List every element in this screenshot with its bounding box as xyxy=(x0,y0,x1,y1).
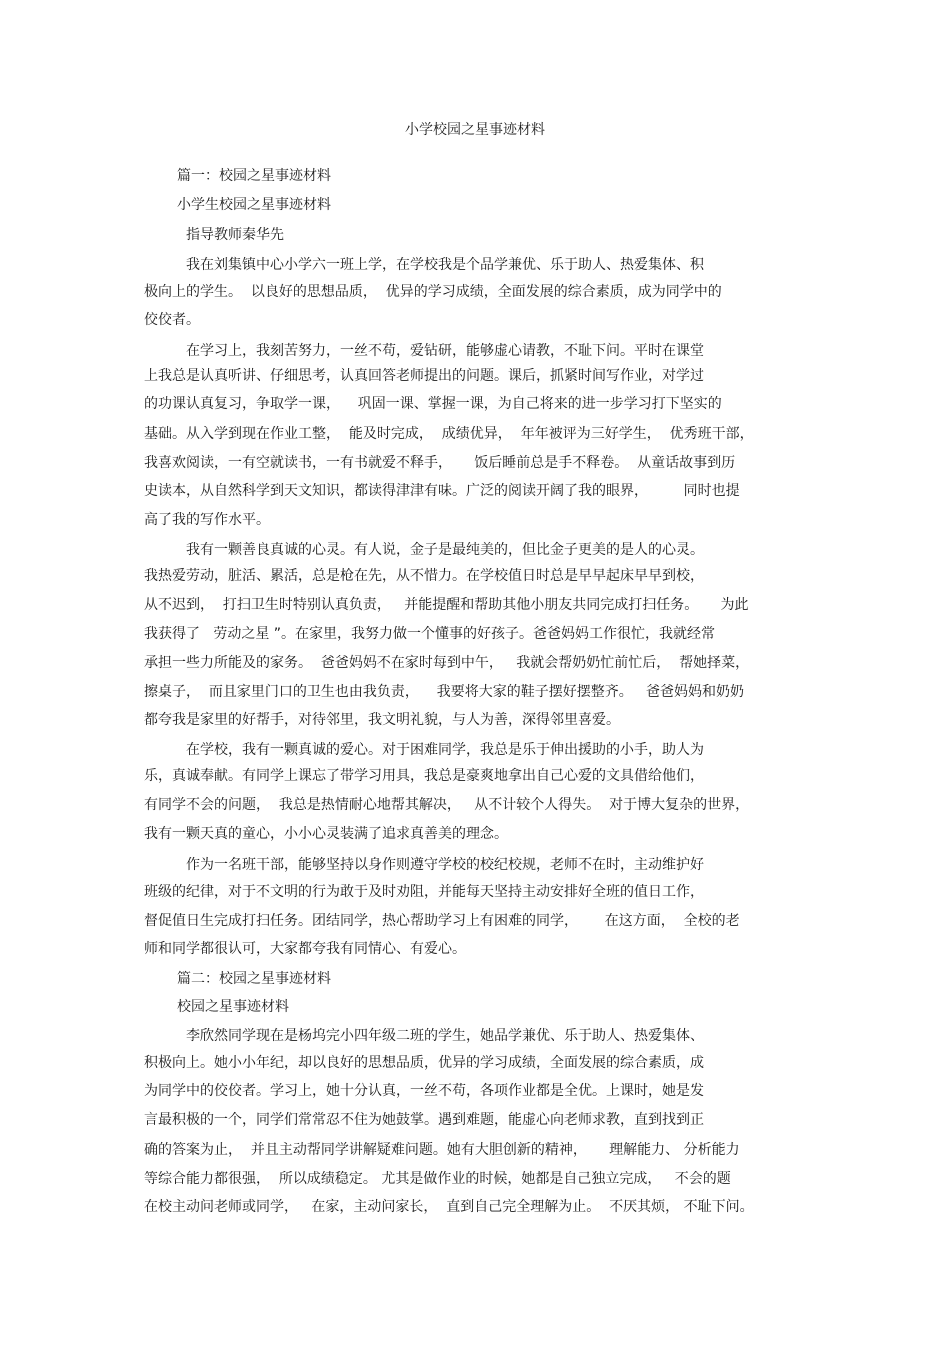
paragraph-line: 我有一颗天真的童心，小小心灵装满了追求真善美的理念。 xyxy=(144,826,508,842)
paragraph-line: 的功课认真复习，争取学一课， 巩固一课、掌握一课，为自己将来的进一步学习打下坚实的 xyxy=(144,396,722,412)
paragraph-line: 从不迟到， 打扫卫生时特别认真负责， 并能提醒和帮助其他小朋友共同完成打扫任务。 为此 xyxy=(144,597,749,613)
paragraph-line: 擦桌子， 而且家里门口的卫生也由我负责， 我要将大家的鞋子摆好摆整齐。 爸爸妈妈和奶奶 xyxy=(144,684,745,700)
paragraph-line: 为同学中的佼佼者。学习上，她十分认真，一丝不苟，各项作业都是全优。上课时，她是发 xyxy=(144,1083,704,1099)
paragraph-line: 李欣然同学现在是杨坞完小四年级二班的学生，她品学兼优、乐于助人、热爱集体、 xyxy=(186,1028,704,1044)
paragraph-line: 我喜欢阅读，一有空就读书，一有书就爱不释手， 饭后睡前总是手不释卷。 从童话故事到历 xyxy=(144,455,736,471)
paragraph-line: 班级的纪律，对于不文明的行为敢于及时劝阻，并能每天坚持主动安排好全班的值日工作， xyxy=(144,884,704,900)
paragraph-line: 师和同学都很认可，大家都夸我有同情心、有爱心。 xyxy=(144,941,466,957)
paragraph-line: 佼佼者。 xyxy=(144,312,200,328)
section-heading: 篇一：校园之星事迹材料 xyxy=(177,168,331,184)
paragraph-line: 上我总是认真听讲、仔细思考，认真回答老师提出的问题。课后，抓紧时间写作业，对学过 xyxy=(144,368,704,384)
paragraph-line: 承担一些力所能及的家务。 爸爸妈妈不在家时每到中午， 我就会帮奶奶忙前忙后， 帮她择菜， xyxy=(144,655,750,671)
paragraph-line: 我获得了 劳动之星 ”。在家里，我努力做一个懂事的好孩子。爸爸妈妈工作很忙，我就经常 xyxy=(144,626,716,642)
paragraph-line: 史读本，从自然科学到天文知识，都读得津津有味。广泛的阅读开阔了我的眼界， 同时也提 xyxy=(144,483,740,499)
paragraph-line: 确的答案为止， 并且主动帮同学讲解疑难问题。她有大胆创新的精神， 理解能力、 分析能力 xyxy=(144,1142,740,1158)
paragraph-line: 都夸我是家里的好帮手，对待邻里，我文明礼貌，与人为善，深得邻里喜爱。 xyxy=(144,712,620,728)
paragraph-line: 极向上的学生。 以良好的思想品质， 优异的学习成绩，全面发展的综合素质，成为同学中的 xyxy=(144,284,722,300)
paragraph-line: 在学校，我有一颗真诚的爱心。对于困难同学，我总是乐于伸出援助的小手，助人为 xyxy=(186,742,704,758)
paragraph-line: 我在刘集镇中心小学六一班上学，在学校我是个品学兼优、乐于助人、热爱集体、积 xyxy=(186,257,704,273)
paragraph-line: 等综合能力都很强， 所以成绩稳定。 尤其是做作业的时候，她都是自己独立完成， 不会的题 xyxy=(144,1171,731,1187)
paragraph-line: 督促值日生完成打扫任务。团结同学，热心帮助学习上有困难的同学， 在这方面， 全校的老 xyxy=(144,913,740,929)
paragraph-line: 有同学不会的问题， 我总是热情耐心地帮其解决， 从不计较个人得失。 对于博大复杂的世界， xyxy=(144,797,750,813)
paragraph-line: 我热爱劳动，脏活、累活，总是枪在先，从不惜力。在学校值日时总是早早起床早早到校， xyxy=(144,568,704,584)
paragraph-line: 我有一颗善良真诚的心灵。有人说，金子是最纯美的，但比金子更美的是人的心灵。 xyxy=(186,542,704,558)
subheading: 校园之星事迹材料 xyxy=(177,999,289,1015)
section-heading: 篇二：校园之星事迹材料 xyxy=(177,971,331,987)
paragraph-line: 乐，真诚奉献。有同学上课忘了带学习用具，我总是豪爽地拿出自己心爱的文具借给他们， xyxy=(144,768,704,784)
paragraph-line: 在学习上，我刻苦努力，一丝不苟，爱钻研，能够虚心请教，不耻下问。平时在课堂 xyxy=(186,343,704,359)
paragraph-line: 积极向上。她小小年纪，却以良好的思想品质，优异的学习成绩，全面发展的综合素质，成 xyxy=(144,1055,704,1071)
paragraph-line: 高了我的写作水平。 xyxy=(144,512,270,528)
page-title: 小学校园之星事迹材料 xyxy=(405,122,545,138)
subheading: 小学生校园之星事迹材料 xyxy=(177,197,331,213)
paragraph-line: 基础。从入学到现在作业工整， 能及时完成， 成绩优异， 年年被评为三好学生， 优秀班干部， xyxy=(144,426,754,442)
author-line: 指导教师秦华先 xyxy=(186,227,284,243)
paragraph-line: 在校主动问老师或同学， 在家，主动问家长， 直到自己完全理解为止。 不厌其烦， 不耻下问。 xyxy=(144,1199,754,1215)
paragraph-line: 作为一名班干部，能够坚持以身作则遵守学校的校纪校规，老师不在时，主动维护好 xyxy=(186,857,704,873)
paragraph-line: 言最积极的一个，同学们常常忍不住为她鼓掌。遇到难题，能虚心向老师求教，直到找到正 xyxy=(144,1112,704,1128)
